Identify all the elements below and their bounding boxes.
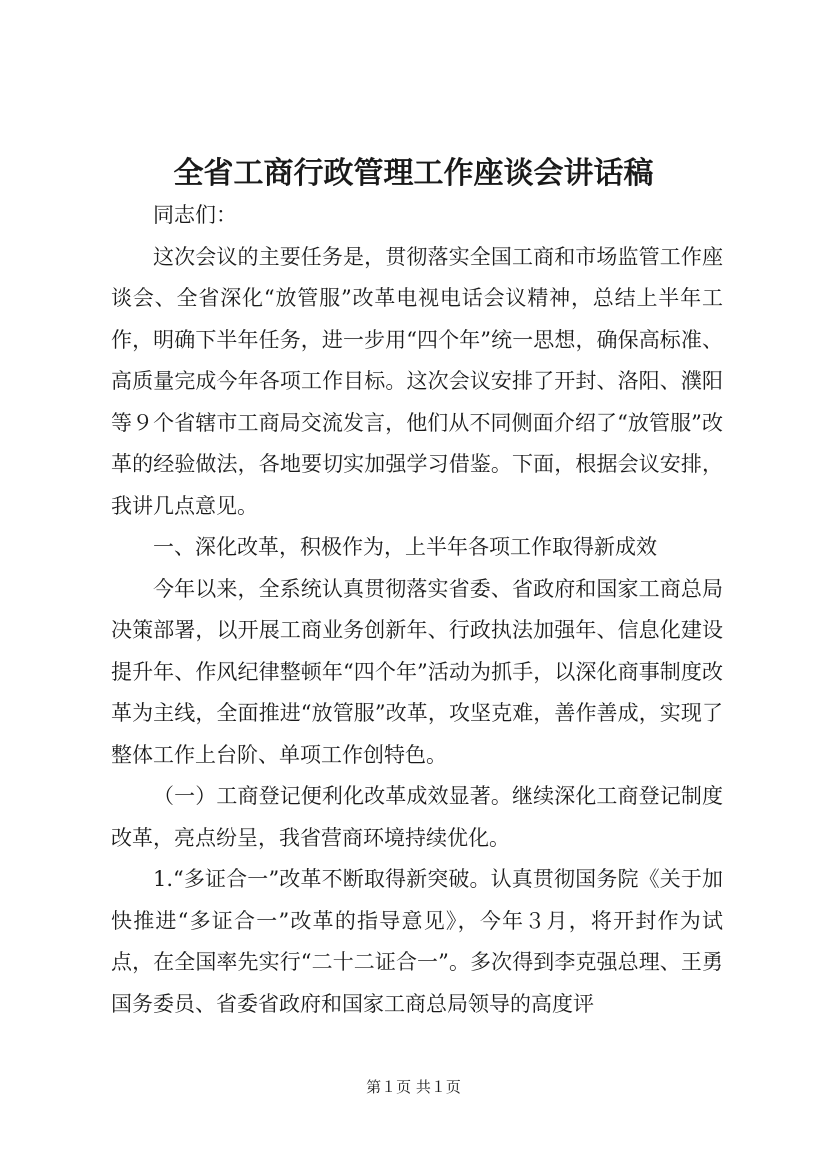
page-number-footer: 第１页 共１页 [366, 1078, 461, 1096]
page-title: 全省工商行政管理工作座谈会讲话稿 [173, 156, 654, 191]
salutation: 同志们： [153, 203, 237, 227]
paragraph-item-1: 1.“多证合一”改革不断取得新突破。认真贯彻国务院《关于加快推进“多证合一”改革的指导意见》，今年３月，将开封作为试点，在全国率先实行“二十二证合一”。多次得到李克强总理、王勇国务委员、省委省政府和国家工商总局领导的高度评 [111, 867, 723, 1016]
paragraph-section-1: 今年以来，全系统认真贯彻落实省委、省政府和国家工商总局决策部署，以开展工商业务创新年、行政执法加强年、信息化建设提升年、作风纪律整顿年“四个年”活动为抓手，以深化商事制度改革为主线，全面推进“放管服”改革，攻坚克难，善作善成，实现了整体工作上台阶、单项工作创特色。 [111, 576, 723, 767]
subsection-heading-1: （一）工商登记便利化改革成效显著。继续深化工商登记制度改革，亮点纷呈，我省营商环境持续优化。 [111, 784, 723, 850]
section-heading-1: 一、深化改革，积极作为，上半年各项工作取得新成效 [153, 535, 657, 559]
paragraph-intro: 这次会议的主要任务是，贯彻落实全国工商和市场监管工作座谈会、全省深化“放管服”改革电视电话会议精神，总结上半年工作，明确下半年任务，进一步用“四个年”统一思想，确保高标准、高质量完成今年各项工作目标。这次会议安排了开封、洛阳、濮阳等９个省辖市工商局交流发言，他们从不同侧面介绍了“放管服”改革的经验做法，各地要切实加强学习借鉴。下面，根据会议安排，我讲几点意见。 [111, 244, 723, 518]
document-body [111, 195, 723, 1025]
